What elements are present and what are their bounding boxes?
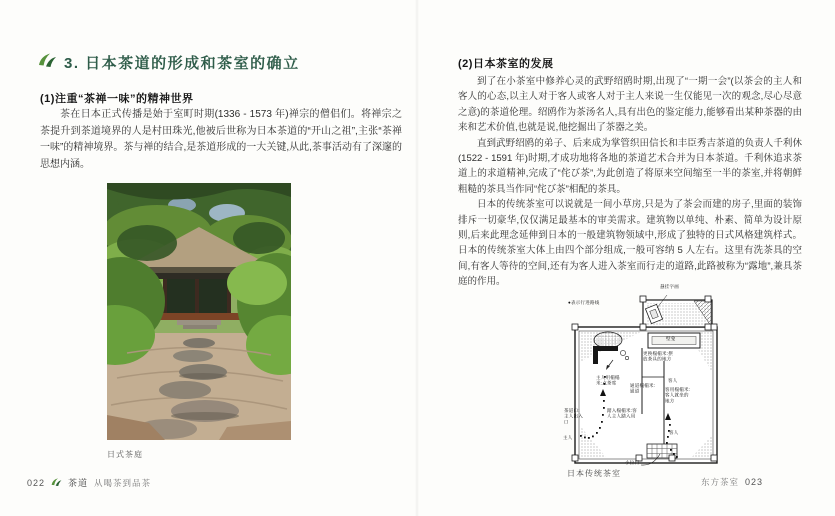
paragraph: 到了在小茶室中修养心灵的武野绍鸥时期,出现了“一期一会”(以茶会的主人和客人的心态,以主人对于客人或客人对于主人来说一生仅能见一次的观念,尽心尽意之意)的茶道伦理。绍鸥作为茶汤名人,具有出色的鉴定能力,能够看出某种茶器的由来和艺术价值,也就是说,他挖掘出了茶器之美。 — [458, 76, 802, 134]
label-host-mat: 主人用榻榻米:点茶席 — [596, 375, 620, 386]
label-guest-lower: 客人 — [669, 430, 679, 435]
page-title: 3. 日本茶道的形成和茶室的确立 — [64, 55, 300, 72]
photo-caption: 日式茶庭 — [107, 450, 143, 459]
diagram-caption: 日本传统茶室 — [567, 469, 621, 478]
tea-leaf-icon-small — [51, 477, 62, 489]
book-title: 茶道 — [68, 478, 89, 488]
right-body-text — [458, 74, 802, 290]
section-heading — [38, 52, 300, 73]
label-guest-upper: 客人 — [668, 378, 678, 383]
page-number-left: 022 — [27, 477, 46, 488]
label-host-door: 茶道口:主人出入口 — [564, 408, 584, 425]
label-alcove: 壁龛 — [666, 336, 676, 341]
subsection-title-left: (1)注重“茶禅一味”的精神世界 — [40, 93, 194, 105]
label-utensil-mat: 更换榻榻米:摆放茶具的地方 — [643, 351, 674, 362]
left-body-text — [40, 107, 402, 173]
label-entry-mat: 踏入榻榻米:客人主人踏入用 — [607, 408, 638, 419]
page-gutter — [415, 0, 419, 516]
tea-room-floor-plan — [563, 284, 733, 470]
footer-right — [701, 476, 763, 488]
section-name: 东方茶室 — [701, 477, 740, 487]
paragraph: 茶在日本正式传播是始于室町时期(1336 - 1573 年)禅宗的僧侣们。将禅宗之茶提升到茶道境界的人是村田珠光,他被后世称为日本茶道的“开山之祖”,主张“茶禅一味”的精神境界。茶与禅的结合,是茶道形成的一大关键,从此,茶事活动有了深邃的思想内涵。 — [40, 109, 402, 170]
book-subtitle: 从喝茶到品茶 — [94, 477, 152, 488]
label-small-door: 小拉门 — [625, 460, 640, 465]
label-hanging-scroll: 悬挂字画 — [660, 284, 680, 289]
subsection-title-right: (2)日本茶室的发展 — [458, 58, 554, 70]
label-guest-mat: 客用榻榻米:客人就坐的地方 — [665, 387, 691, 404]
tea-garden-photo — [107, 183, 291, 440]
diagram-legend: ●表示行进路线 — [568, 300, 600, 305]
label-passage-mat: 通道榻榻米:通道 — [630, 383, 656, 394]
label-host-outside: 主人 — [563, 435, 573, 440]
page-number-right: 023 — [745, 477, 764, 487]
tea-leaf-icon — [38, 52, 57, 73]
footer-left — [27, 476, 151, 489]
paragraph: 日本的传统茶室可以说就是一间小草房,只是为了茶会而建的房子,里面的装饰排斥一切豪华,仅仅满足最基本的审美需求。建筑物以单纯、朴素、简单为设计原则,后来此理念延伸到日本的一般建筑物领域中,形成了独特的日式风格建筑样式。日本的传统茶室大体上由四个部分组成,一般可容纳 5 人左右。这里有洗茶具的空间,有客人等待的空间,还有为客人进入茶室而行走的道路,此路被称为“露地”,兼具茶庭的作用。 — [458, 199, 802, 288]
paragraph: 直到武野绍鸥的弟子、后来成为掌管织田信长和丰臣秀吉茶道的负责人千利休(1522 - 1591 年)时期,才成功地将各地的茶道艺术合并为日本茶道。千利休追求茶道上的求道精神,完成了“侘び茶”,为此创造了将原来空间缩至一半的茶室,并将朝鲜粗糙的茶具当作同“侘び茶”相配的茶具。 — [458, 137, 802, 195]
